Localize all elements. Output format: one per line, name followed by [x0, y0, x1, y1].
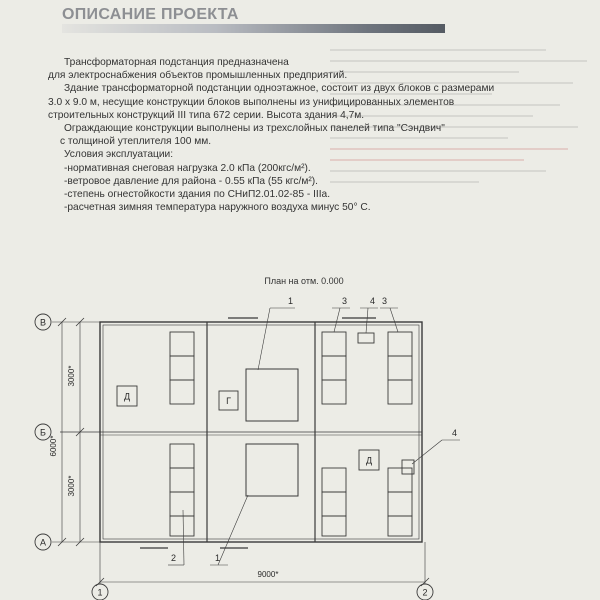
svg-text:3: 3: [342, 296, 348, 306]
svg-text:Б: Б: [40, 427, 46, 438]
svg-text:1: 1: [288, 296, 294, 306]
label-box-d-left: [117, 386, 137, 406]
cabinet-stack: [170, 444, 194, 536]
svg-text:А: А: [39, 537, 47, 548]
title-underline-bar: [62, 24, 445, 33]
cabinet-stack: [322, 468, 346, 536]
paragraph-line: с толщиной утеплителя 100 мм.: [60, 136, 212, 148]
svg-text:В: В: [39, 317, 47, 328]
condition-item: -расчетная зимняя температура наружного воздуха минус 50° С.: [64, 202, 371, 214]
dimension-6000: 6000*: [49, 435, 58, 457]
callout-4-top: [360, 296, 378, 333]
paragraph-line: строительных конструкций III типа 672 серии. Высота здания 4,7м.: [48, 109, 365, 121]
callout-3-right: [380, 296, 398, 332]
callout-1-top: [258, 296, 295, 370]
callout-1-bottom: [210, 495, 248, 565]
conditions-title: Условия эксплуатации:: [64, 149, 174, 161]
svg-text:4: 4: [452, 428, 458, 438]
paragraph-line: Здание трансформаторной подстанции одноэтажное, состоит из двух блоков с размерами: [64, 83, 495, 95]
condition-item: -нормативная снеговая нагрузка 2.0 кПа (200кгс/м²).: [64, 162, 311, 174]
cabinet-stack: [388, 468, 412, 536]
paragraph-line: для электроснабжения объектов промышленных предприятий.: [48, 70, 348, 82]
axis-marker-1: [92, 584, 108, 600]
svg-text:Д: Д: [365, 455, 373, 466]
dimension-3000-upper: 3000*: [67, 365, 76, 387]
label-box-g: [219, 391, 238, 410]
paragraph-line: 3.0 х 9.0 м, несущие конструкции блоков выполнены из унифицированных элементов: [48, 96, 455, 108]
condition-item: -степень огнестойкости здания по СНиП2.01.02-85 - IIIа.: [64, 189, 331, 201]
panel-small-top: [358, 333, 374, 343]
callout-3-left: [332, 296, 350, 332]
svg-text:3: 3: [382, 296, 388, 306]
cabinet-stack: [388, 332, 412, 404]
floor-plan-drawing: [0, 290, 600, 600]
paragraph-line: Ограждающие конструкции выполнены из трехслойных панелей типа "Сэндвич": [64, 123, 445, 135]
description-text: [48, 56, 600, 214]
section-title: ОПИСАНИЕ ПРОЕКТА: [62, 6, 239, 23]
plan-title: План на отм. 0.000: [264, 276, 344, 286]
svg-text:Д: Д: [123, 391, 131, 402]
transformer-upper: [246, 369, 298, 421]
axis-marker-a: [35, 534, 51, 550]
label-box-d-right: [359, 450, 379, 470]
svg-text:1: 1: [97, 587, 103, 598]
dimension-3000-lower: 3000*: [67, 475, 76, 497]
dimension-9000: 9000*: [257, 570, 279, 579]
svg-text:1: 1: [215, 553, 221, 563]
svg-text:2: 2: [171, 553, 177, 563]
cabinet-stack: [322, 332, 346, 404]
condition-item: -ветровое давление для района - 0.55 кПа (55 кгс/м²).: [64, 175, 318, 187]
svg-text:2: 2: [422, 587, 428, 598]
transformer-lower: [246, 444, 298, 496]
cabinet-stack: [170, 332, 194, 404]
paragraph-line: Трансформаторная подстанция предназначена: [64, 57, 289, 68]
svg-text:4: 4: [370, 296, 376, 306]
axis-marker-v: [35, 314, 51, 330]
axis-marker-2: [417, 584, 433, 600]
svg-text:Г: Г: [226, 396, 231, 406]
